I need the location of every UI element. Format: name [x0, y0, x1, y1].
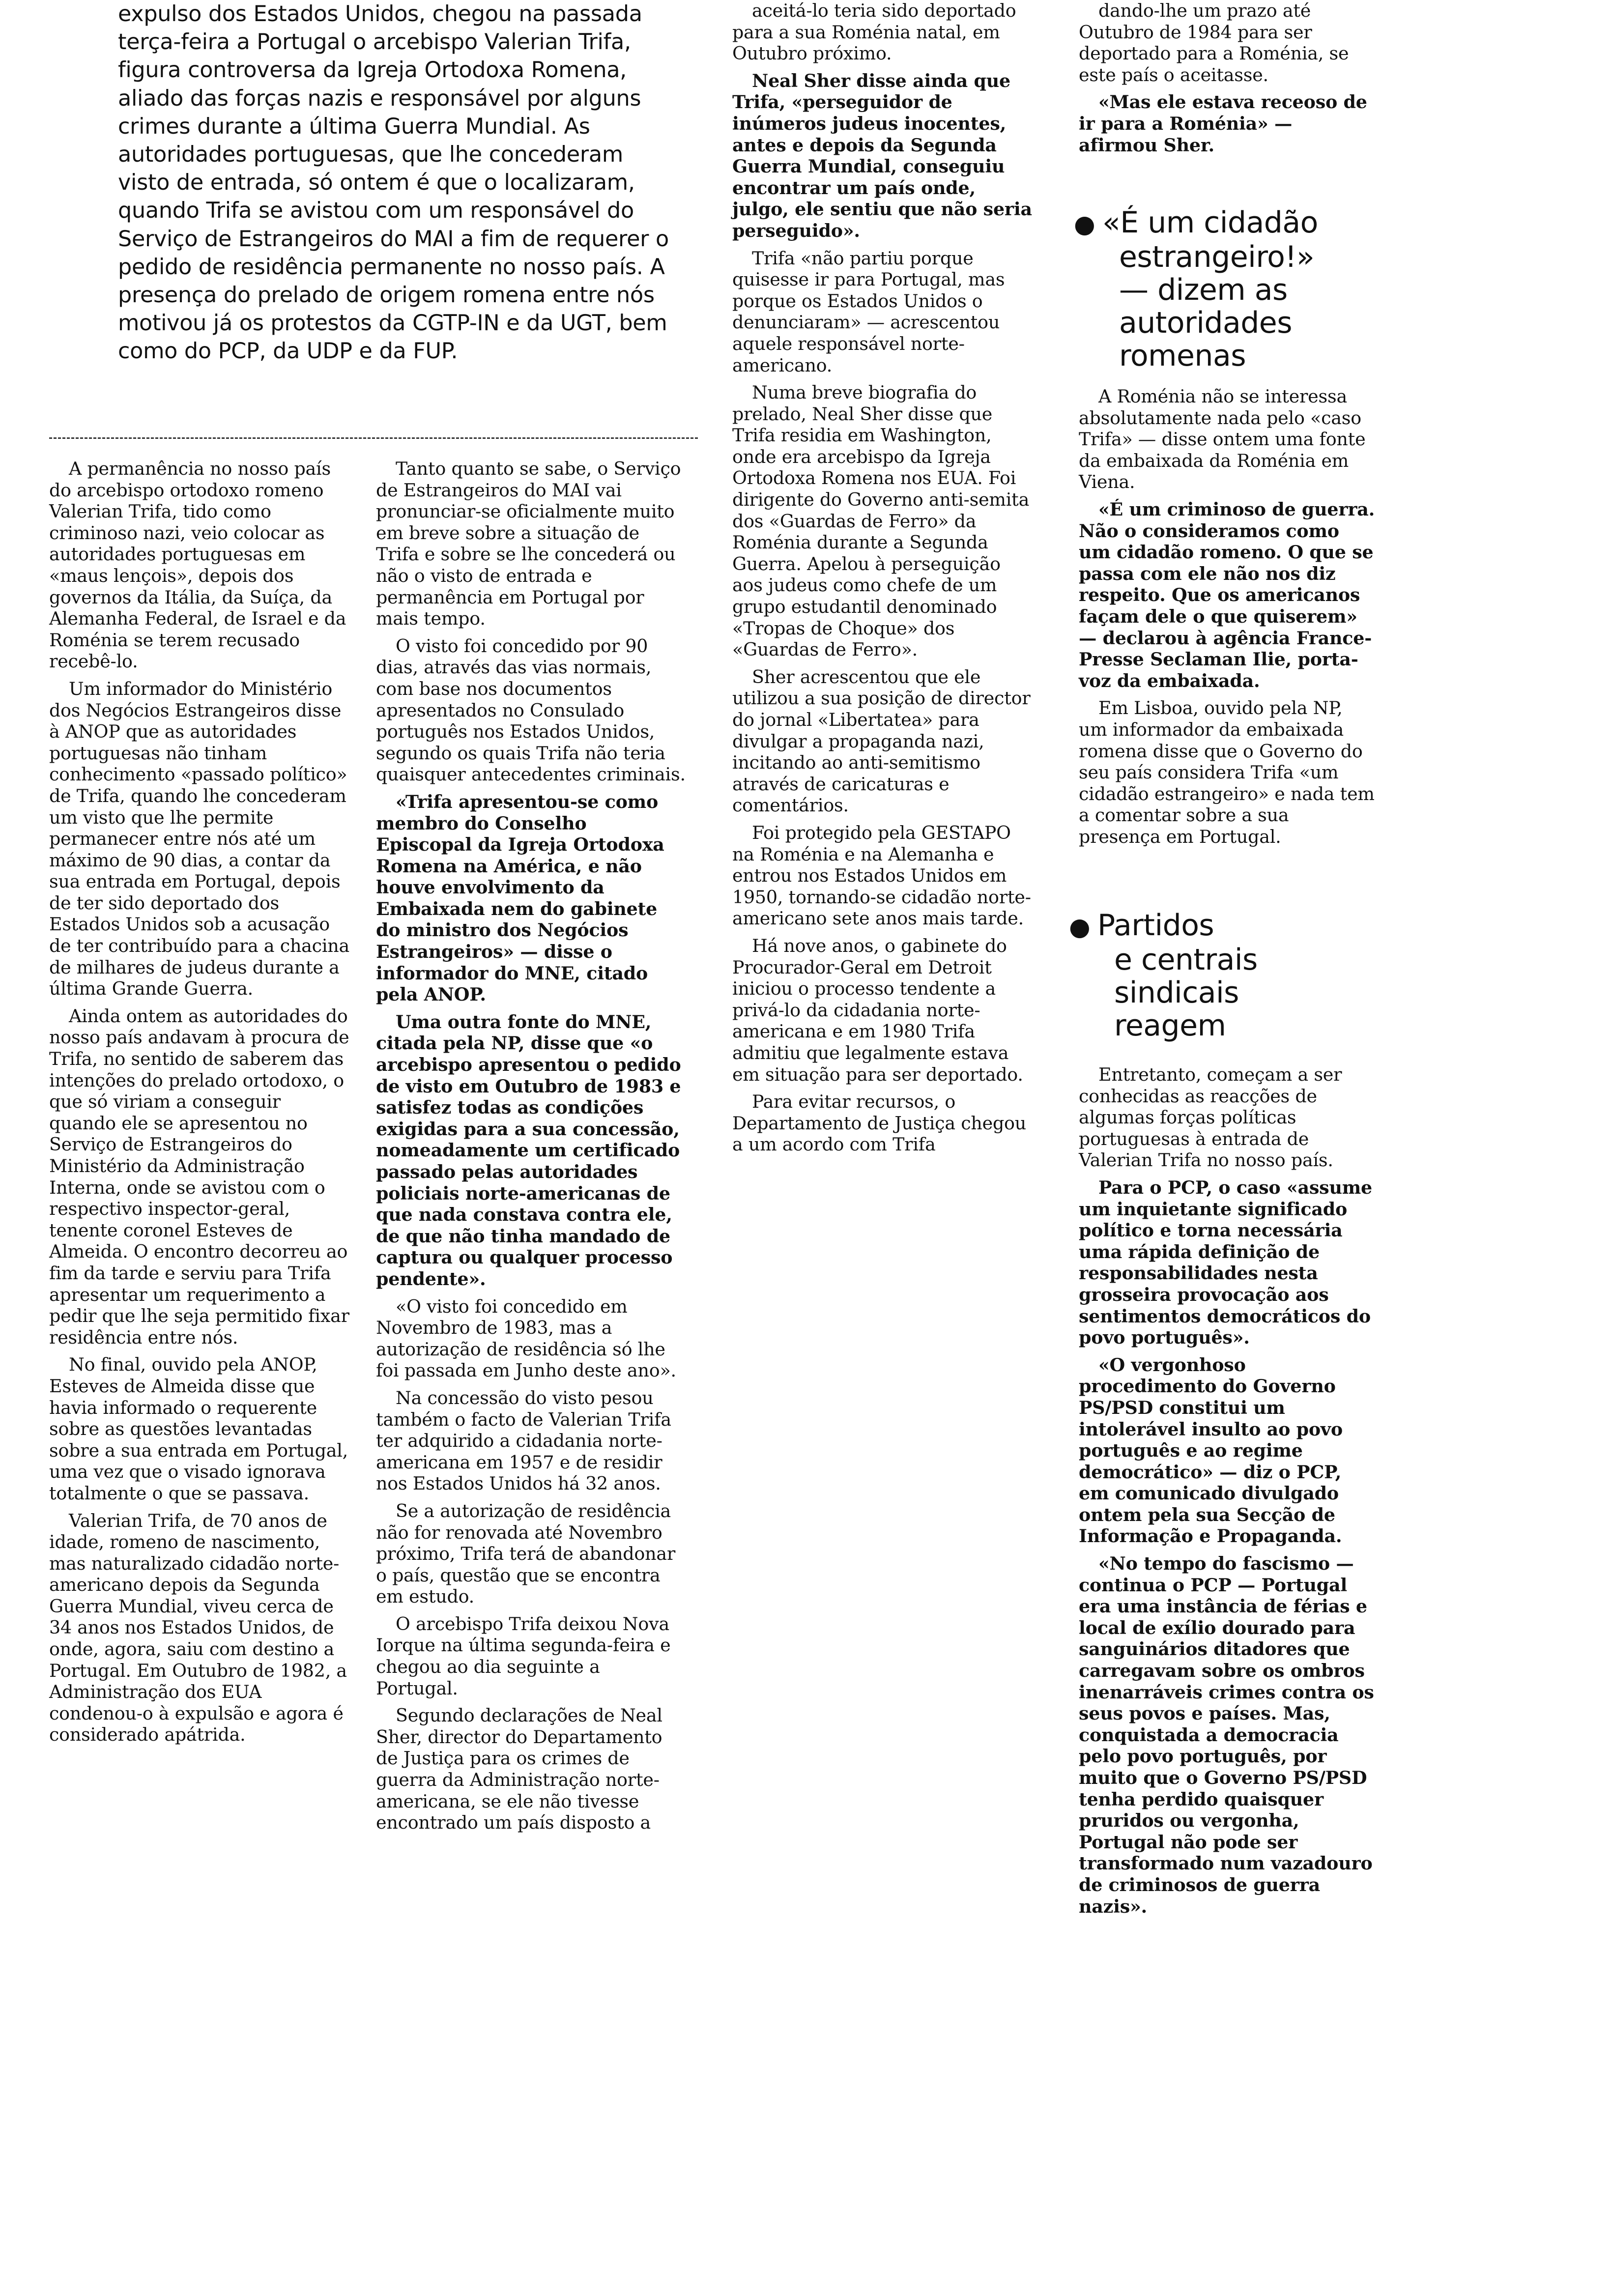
paragraph: Trifa «não partiu porque quisesse ir para Portugal, mas porque os Estados Unidos o denunciaram» — acrescentou aquele responsável norte-americano. [732, 247, 1005, 376]
paragraph: Tanto quanto se sabe, o Serviço de Estrangeiros do MAI vai pronunciar-se oficialmente muito em breve sobre a situação de Trifa e sobre se lhe concederá ou não o visto de entrada e permanência em Portugal por mais tempo. [376, 458, 681, 630]
paragraph: No final, ouvido pela ANOP, Esteves de Almeida disse que havia informado o requerente sobre as questões levantadas sobre a sua entrada em Portugal, uma vez que o visado ignorava totalmente o que se passava. [49, 1354, 348, 1504]
lead-paragraph [118, 0, 673, 366]
paragraph: O visto foi concedido por 90 dias, através das vias normais, com base nos documentos apresentados no Consulado português nos Estados Unidos, segundo os quais Trifa não teria quaisquer antecedentes criminais. [376, 635, 686, 785]
paragraph: Neal Sher disse ainda que Trifa, «perseguidor de inúmeros judeus inocentes, antes e depois da Segunda Guerra Mundial, conseguiu encontrar um país onde, julgo, ele sentiu que não seria perseguido». [732, 70, 1032, 241]
subheading-line: — dizem as [1119, 273, 1288, 307]
subheading-line: sindicais [1114, 976, 1239, 1010]
subheading-line: e centrais [1114, 943, 1258, 977]
paragraph: «No tempo do fascismo — continua o PCP — Portugal era uma instância de férias e local de exílio dourado para sanguinários ditadores que carregavam sobre os ombros inenarráveis crimes contra os seus povos e países. Mas, conquistada a democracia pelo povo português, por muito que o Governo PS/PSD tenha perdido quaisquer pruridos ou vergonha, Portugal não pode ser transformado num vazadouro de criminosos de guerra nazis». [1079, 1553, 1374, 1917]
paragraph: dando-lhe um prazo até Outubro de 1984 para ser deportado para a Roménia, se este país o aceitasse. [1079, 0, 1349, 86]
paragraph: «Trifa apresentou-se como membro do Conselho Episcopal da Igreja Ortodoxa Romena na América, e não houve envolvimento da Embaixada nem do gabinete do ministro dos Negócios Estrangeiros» — disse o informador do MNE, citado pela ANOP. [376, 791, 664, 1005]
paragraph: Há nove anos, o gabinete do Procurador-Geral em Detroit iniciou o processo tendente a privá-lo da cidadania norte-americana e em 1980 Trifa admitiu que legalmente estava em situação para ser deportado. [732, 935, 1023, 1085]
lead-text: expulso dos Estados Unidos, chegou na passada terça-feira a Portugal o arcebispo Valerian Trifa, figura controversa da Igreja Ortodoxa Romena, aliado das forças nazis e responsável por alguns crimes durante a última Guerra Mundial. As autoridades portuguesas, que lhe concederam visto de entrada, só ontem é que o localizaram, quando Trifa se avistou com um responsável do Serviço de Estrangeiros do MAI a fim de requerer o pedido de residência permanente no nosso país. A presença do prelado de origem romena entre nós motivou já os protestos da CGTP-IN e da UGT, bem como do PCP, da UDP e da FUP. [118, 1, 669, 364]
paragraph: Para evitar recursos, o Departamento de Justiça chegou a um acordo com Trifa [732, 1091, 1026, 1155]
paragraph: Entretanto, começam a ser conhecidas as reacções de algumas forças políticas portuguesas à entrada de Valerian Trifa no nosso país. [1079, 1064, 1342, 1171]
paragraph: «Mas ele estava receoso de ir para a Roménia» — afirmou Sher. [1079, 91, 1367, 156]
paragraph: A Roménia não se interessa absolutamente nada pelo «caso Trifa» — disse ontem uma fonte da embaixada da Roménia em Viena. [1079, 386, 1366, 493]
paragraph: Na concessão do visto pesou também o facto de Valerian Trifa ter adquirido a cidadania norte-americana em 1957 e de residir nos Estados Unidos há 32 anos. [376, 1387, 671, 1494]
column-3 [732, 0, 1035, 1155]
paragraph: Ainda ontem as autoridades do nosso país andavam à procura de Trifa, no sentido de saberem das intenções do prelado ortodoxo, o que só viriam a conseguir quando ele se apresentou no Serviço de Estrangeiros do Ministério da Administração Interna, onde se avistou com o respectivo inspector-geral, tenente coronel Esteves de Almeida. O encontro decorreu ao fim da tarde e serviu para Trifa apresentar um requerimento a pedir que lhe seja permitido fixar residência entre nós. [49, 1005, 349, 1348]
column-4-bottom [1079, 1064, 1376, 1917]
paragraph: «O vergonhoso procedimento do Governo PS/PSD constitui um intolerável insulto ao povo português e ao regime democrático» — diz o PCP, em comunicado divulgado ontem pela sua Secção de Informação e Propaganda. [1079, 1354, 1343, 1547]
paragraph: Um informador do Ministério dos Negócios Estrangeiros disse à ANOP que as autoridades portuguesas não tinham conhecimento «passado político» de Trifa, quando lhe concederam um visto que lhe permite permanecer entre nós até um máximo de 90 dias, a contar da sua entrada em Portugal, depois de ter sido deportado dos Estados Unidos sob a acusação de ter contribuído para a chacina de milhares de judeus durante a última Grande Guerra. [49, 678, 350, 1000]
paragraph: Segundo declarações de Neal Sher, director do Departamento de Justiça para os crimes de guerra da Administração norte-americana, se ele não tivesse encontrado um país disposto a [376, 1705, 662, 1834]
paragraph: A permanência no nosso país do arcebispo ortodoxo romeno Valerian Trifa, tido como criminoso nazi, veio colocar as autoridades portuguesas em «maus lençois», depois dos governos da Itália, da Suíça, da Alemanha Federal, de Israel e da Roménia se terem recusado recebê-lo. [49, 458, 346, 672]
paragraph: O arcebispo Trifa deixou Nova Iorque na última segunda-feira e chegou ao dia seguinte a Portugal. [376, 1613, 671, 1699]
paragraph: «O visto foi concedido em Novembro de 1983, mas a autorização de residência só lhe foi passada em Junho deste ano». [376, 1295, 676, 1381]
paragraph: Se a autorização de residência não for renovada até Novembro próximo, Trifa terá de abandonar o país, questão que se encontra em estudo. [376, 1500, 676, 1607]
subheading-partidos-reagem [1069, 909, 1374, 1042]
subheading-line: Partidos [1097, 908, 1214, 943]
paragraph: Valerian Trifa, de 70 anos de idade, romeno de nascimento, mas naturalizado cidadão norte-americano depois da Segunda Guerra Mundial, viveu cerca de 34 anos nos Estados Unidos, de onde, agora, saiu com destino a Portugal. Em Outubro de 1982, a Administração dos EUA condenou-o à expulsão e agora é considerado apátrida. [49, 1510, 347, 1746]
bullet-icon: ● [1074, 210, 1095, 238]
subheading-line: estrangeiro!» [1119, 240, 1315, 274]
paragraph: Numa breve biografia do prelado, Neal Sher disse que Trifa residia em Washington, onde era arcebispo da Igreja Ortodoxa Romena nos EUA. Foi dirigente do Governo anti-semita dos «Guardas de Ferro» da Roménia durante a Segunda Guerra. Apelou à perseguição aos judeus como chefe de um grupo estudantil denominado «Tropas de Choque» dos «Guardas de Ferro». [732, 382, 1030, 660]
paragraph: Sher acrescentou que ele utilizou a sua posição de director do jornal «Libertatea» para divulgar a propaganda nazi, incitando ao anti-semitismo através de caricaturas e comentários. [732, 666, 1031, 816]
column-2 [376, 458, 686, 1834]
column-4-top [1079, 0, 1376, 156]
section-divider [49, 437, 698, 439]
subheading-line: «É um cidadão [1102, 205, 1318, 240]
bullet-icon: ● [1069, 913, 1091, 941]
paragraph: Em Lisboa, ouvido pela NP, um informador da embaixada romena disse que o Governo do seu país considera Trifa «um cidadão estrangeiro» e nada tem a comentar sobre a sua presença em Portugal. [1079, 697, 1375, 847]
subheading-cidadao-estrangeiro [1074, 206, 1379, 373]
paragraph: Uma outra fonte do MNE, citada pela NP, disse que «o arcebispo apresentou o pedido de visto em Outubro de 1983 e satisfez todas as condições exigidas para a sua concessão, nomeadamente um certificado passado pelas autoridades policiais norte-americanas de que nada constava contra ele, de que não tinha mandado de captura ou qualquer processo pendente». [376, 1011, 681, 1290]
column-1 [49, 458, 351, 1746]
column-4-middle [1079, 386, 1376, 847]
paragraph: aceitá-lo teria sido deportado para a sua Roménia natal, em Outubro próximo. [732, 0, 1016, 64]
subheading-line: reagem [1114, 1008, 1226, 1043]
paragraph: «É um criminoso de guerra. Não o consideramos como um cidadão romeno. O que se passa com ele não nos diz respeito. Que os americanos façam dele o que quiserem» — declarou à agência France-Presse Seclaman Ilie, porta-voz da embaixada. [1079, 498, 1375, 691]
subheading-line: autoridades [1119, 306, 1292, 340]
paragraph: Foi protegido pela GESTAPO na Roménia e na Alemanha e entrou nos Estados Unidos em 1950, tornando-se cidadão norte-americano sete anos mais tarde. [732, 822, 1031, 929]
subheading-line: romenas [1119, 339, 1246, 373]
paragraph: Para o PCP, o caso «assume um inquietante significado político e torna necessária uma rápida definição de responsabilidades nesta grosseira provocação aos sentimentos democráticos do povo português». [1079, 1177, 1372, 1349]
